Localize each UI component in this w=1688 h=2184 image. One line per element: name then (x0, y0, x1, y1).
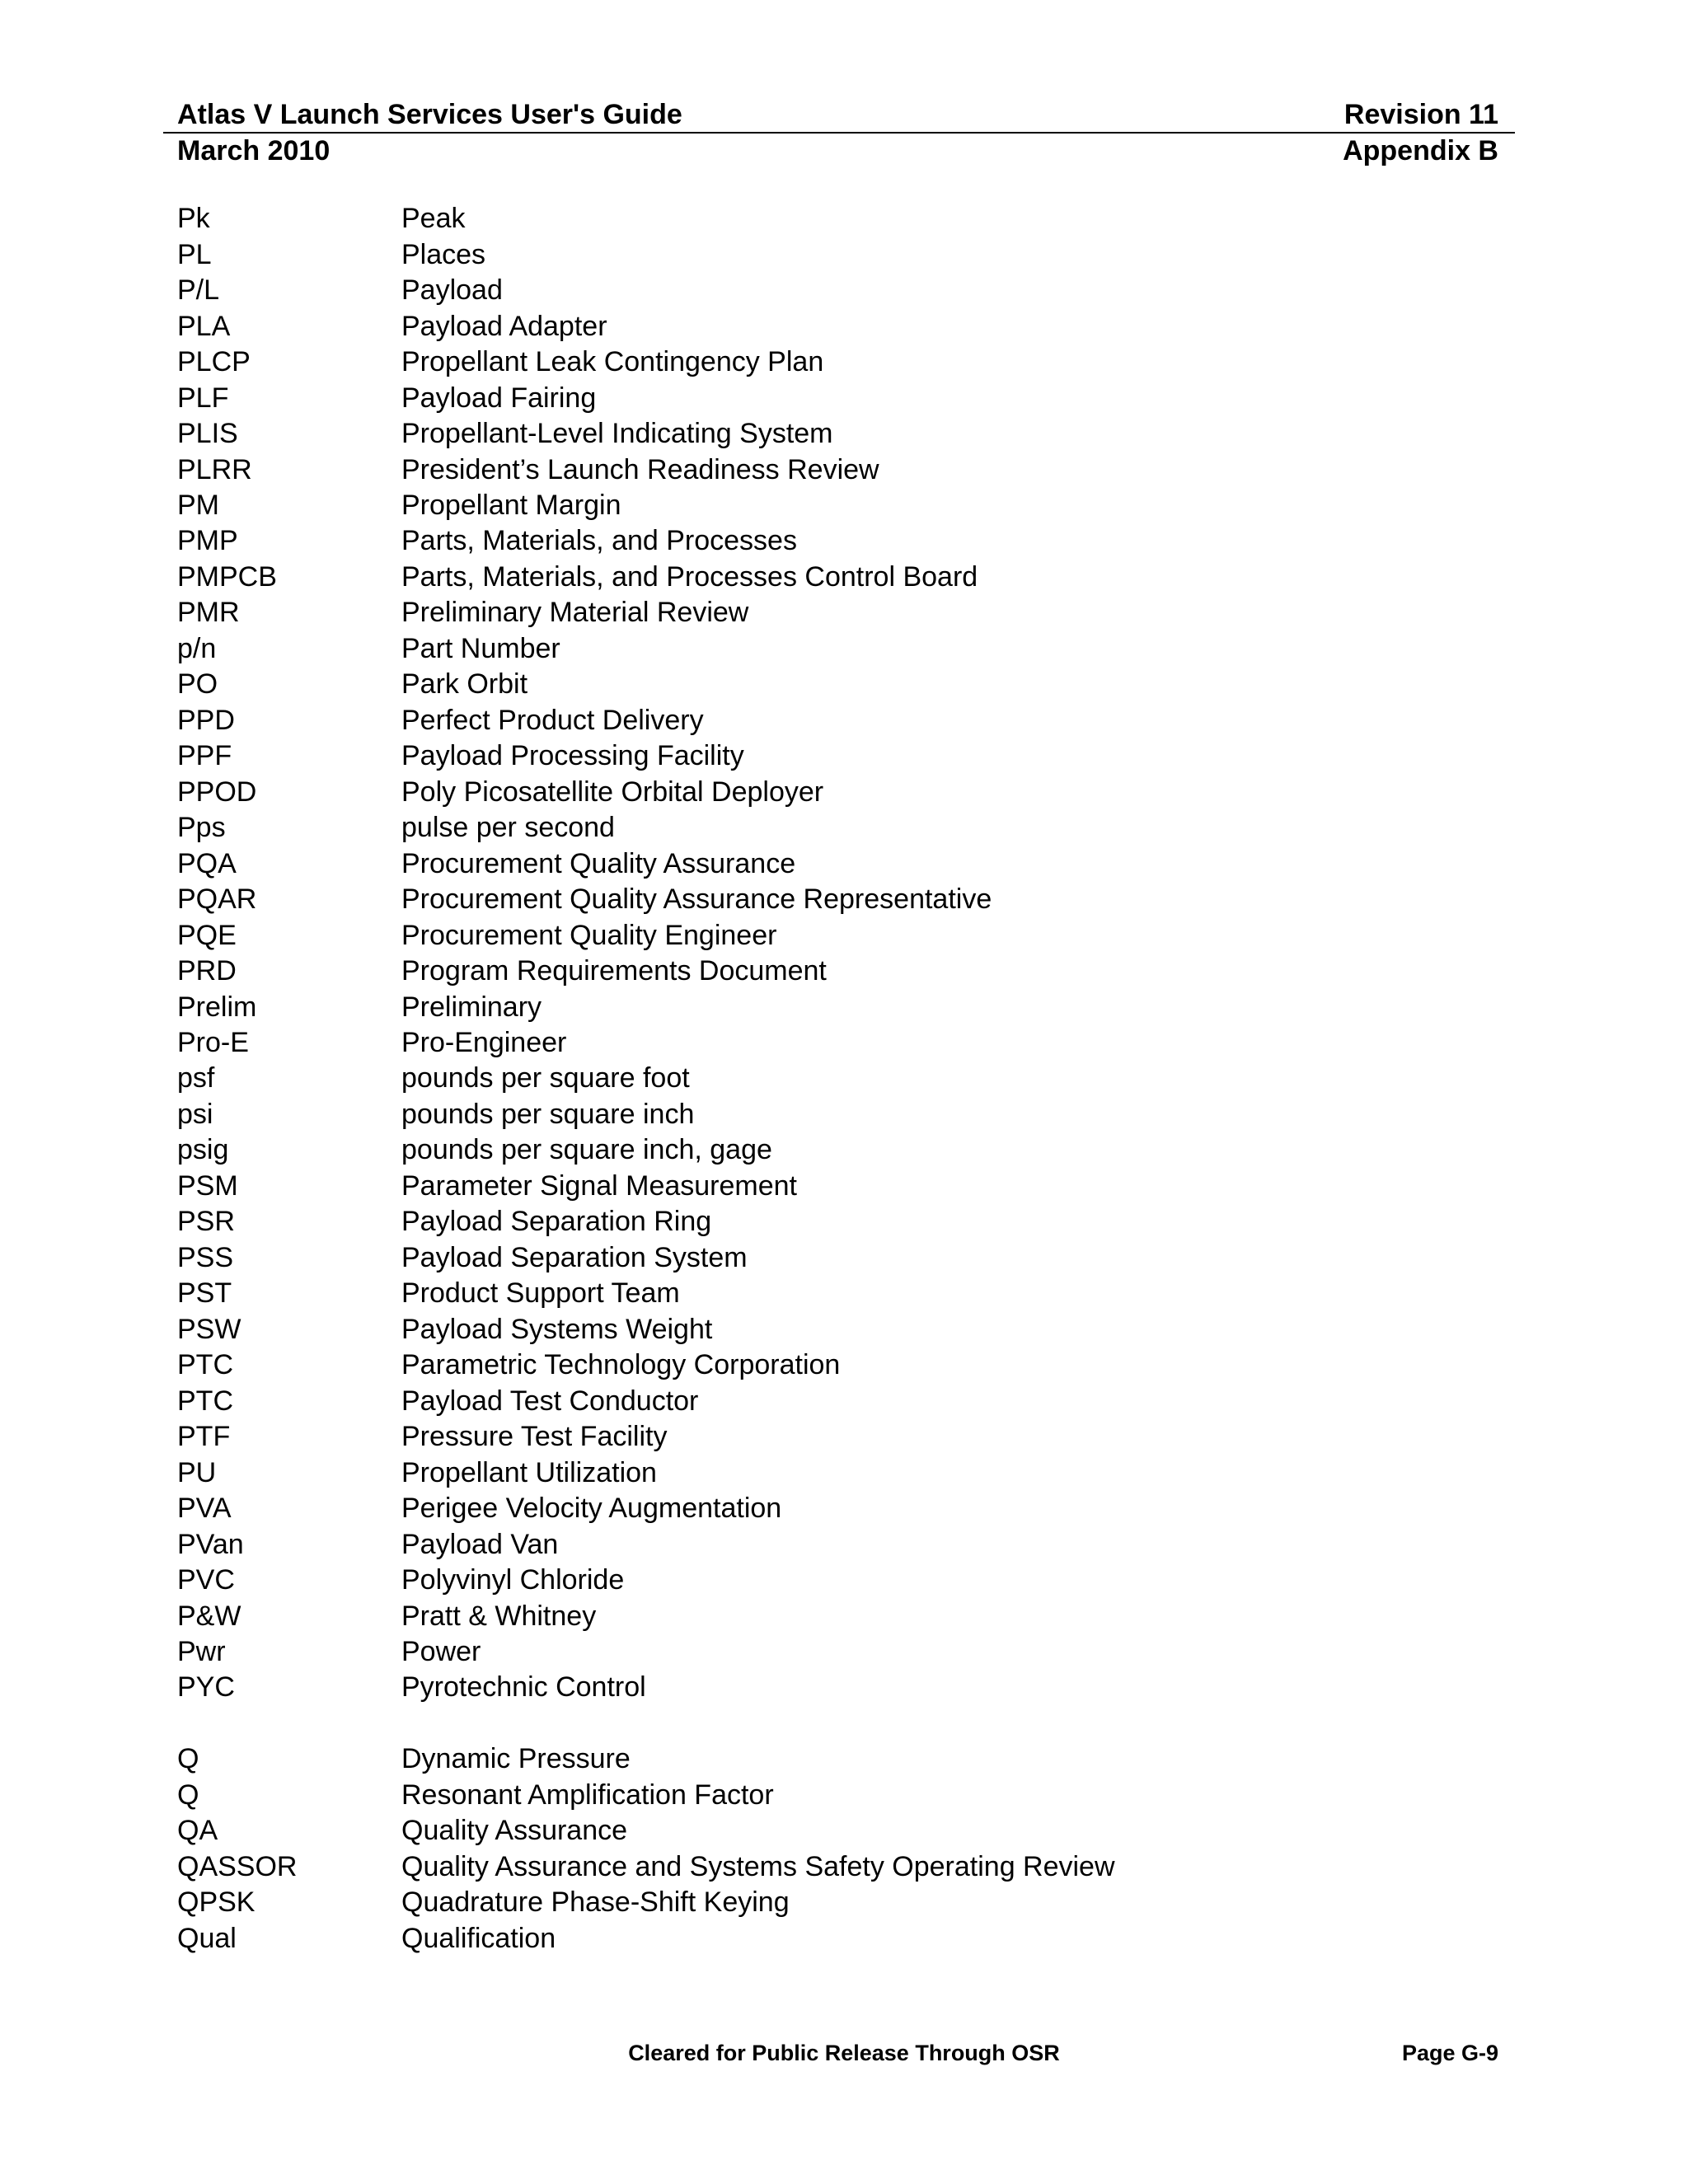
definition: pounds per square foot (401, 1062, 690, 1094)
definition: Poly Picosatellite Orbital Deployer (401, 776, 824, 808)
acronym: psf (177, 1062, 215, 1094)
acronym: PSW (177, 1313, 241, 1345)
acronym: PTF (177, 1421, 231, 1453)
definition: Payload Processing Facility (401, 740, 744, 772)
glossary-entry (177, 1778, 1496, 1813)
definition: Product Support Team (401, 1277, 680, 1310)
definition: Payload Adapter (401, 310, 607, 342)
glossary-entry (177, 1670, 1496, 1705)
glossary-entry (177, 1276, 1496, 1311)
glossary-entry (177, 1526, 1496, 1562)
glossary-entry (177, 631, 1496, 667)
definition: Propellant Utilization (401, 1456, 657, 1488)
acronym: PST (177, 1277, 232, 1310)
acronym: PLCP (177, 346, 251, 378)
definition: Procurement Quality Engineer (401, 919, 777, 951)
definition: Procurement Quality Assurance (401, 847, 796, 879)
acronym: PMP (177, 525, 238, 557)
definition: Places (401, 238, 486, 270)
acronym: PPOD (177, 776, 257, 808)
page-subheader (177, 134, 1498, 168)
definition: pounds per square inch, gage (401, 1134, 772, 1166)
definition: Park Orbit (401, 668, 528, 701)
definition: Payload Separation Ring (401, 1206, 712, 1238)
glossary-entry (177, 488, 1496, 523)
definition: Pratt & Whitney (401, 1600, 597, 1632)
glossary-entry (177, 1132, 1496, 1168)
glossary-entry (177, 1563, 1496, 1598)
definition: Perfect Product Delivery (401, 704, 704, 736)
definition: Preliminary Material Review (401, 597, 749, 629)
acronym: PMPCB (177, 560, 277, 593)
glossary-entry (177, 1204, 1496, 1240)
glossary-entry (177, 560, 1496, 595)
acronym: PLF (177, 382, 229, 414)
glossary-entry (177, 380, 1496, 415)
glossary-entry (177, 1849, 1496, 1885)
glossary-entry (177, 1455, 1496, 1490)
acronym: PPD (177, 704, 235, 736)
acronym: Qual (177, 1922, 237, 1954)
definition: Preliminary (401, 991, 542, 1023)
acronym: Q (177, 1743, 199, 1775)
definition: Propellant-Level Indicating System (401, 418, 833, 450)
acronym: Pro-E (177, 1027, 249, 1059)
glossary-entry (177, 452, 1496, 487)
glossary-entry (177, 201, 1496, 237)
definition: Payload Van (401, 1528, 559, 1560)
definition: Payload Test Conductor (401, 1385, 699, 1417)
definition: Quality Assurance (401, 1815, 628, 1847)
glossary-entry (177, 703, 1496, 738)
glossary-entry (177, 846, 1496, 881)
definition: Payload (401, 274, 503, 307)
acronym: Pps (177, 812, 226, 844)
glossary-entry (177, 1741, 1496, 1777)
glossary-entry (177, 667, 1496, 702)
definition: Propellant Leak Contingency Plan (401, 346, 824, 378)
definition: Resonant Amplification Factor (401, 1779, 774, 1811)
acronym: PRD (177, 955, 237, 987)
definition: Part Number (401, 632, 560, 664)
acronym: PU (177, 1456, 217, 1488)
definition: Propellant Margin (401, 489, 621, 521)
acronym: Prelim (177, 991, 257, 1023)
glossary-entry (177, 1312, 1496, 1347)
definition: Quality Assurance and Systems Safety Operating Review (401, 1850, 1115, 1882)
glossary-entry (177, 344, 1496, 380)
glossary-entry (177, 917, 1496, 953)
glossary-entry (177, 1885, 1496, 1920)
group-spacer (177, 1706, 1496, 1741)
definition: Pyrotechnic Control (401, 1671, 646, 1704)
glossary-entry (177, 882, 1496, 917)
acronym: PSS (177, 1241, 234, 1273)
acronym: PVA (177, 1493, 232, 1525)
acronym: PVC (177, 1564, 235, 1596)
definition: Parts, Materials, and Processes Control Board (401, 560, 978, 593)
acronym: Pk (177, 203, 210, 235)
glossary-entry (177, 1419, 1496, 1455)
glossary-entry (177, 1347, 1496, 1383)
acronym: PQE (177, 919, 237, 951)
acronym: PLA (177, 310, 231, 342)
acronym: PQA (177, 847, 237, 879)
acronym: p/n (177, 632, 217, 664)
glossary-entry (177, 237, 1496, 272)
acronym-glossary (177, 201, 1496, 1957)
glossary-entry (177, 1813, 1496, 1849)
definition: Program Requirements Document (401, 955, 827, 987)
glossary-entry (177, 1491, 1496, 1526)
release-statement: Cleared for Public Release Through OSR (628, 2041, 1060, 2065)
acronym: PO (177, 668, 218, 701)
glossary-entry (177, 1921, 1496, 1957)
glossary-entry (177, 595, 1496, 630)
acronym: PTC (177, 1349, 233, 1381)
glossary-entry (177, 775, 1496, 810)
glossary-entry (177, 1169, 1496, 1204)
glossary-entry (177, 523, 1496, 559)
glossary-entry (177, 273, 1496, 308)
acronym: PSR (177, 1206, 235, 1238)
appendix-label: Appendix B (1343, 135, 1498, 166)
acronym: PTC (177, 1385, 233, 1417)
glossary-entry (177, 1598, 1496, 1633)
definition: Quadrature Phase-Shift Keying (401, 1886, 790, 1919)
definition: Parameter Signal Measurement (401, 1169, 798, 1202)
glossary-entry (177, 1240, 1496, 1276)
acronym: QPSK (177, 1886, 256, 1919)
acronym: PPF (177, 740, 232, 772)
glossary-entry (177, 1061, 1496, 1096)
acronym: Q (177, 1779, 199, 1811)
glossary-entry (177, 738, 1496, 774)
definition: Procurement Quality Assurance Representative (401, 883, 992, 916)
page-header (163, 97, 1498, 132)
acronym: PVan (177, 1528, 244, 1560)
revision-label: Revision 11 (1343, 99, 1498, 130)
definition: Dynamic Pressure (401, 1743, 631, 1775)
page-number: Page G-9 (1401, 2041, 1498, 2065)
glossary-entry (177, 1383, 1496, 1418)
glossary-entry (177, 416, 1496, 452)
acronym: PM (177, 489, 219, 521)
definition: Peak (401, 203, 466, 235)
glossary-entry (177, 1634, 1496, 1670)
acronym: psig (177, 1134, 229, 1166)
definition: Polyvinyl Chloride (401, 1564, 625, 1596)
acronym: PSM (177, 1169, 238, 1202)
acronym: Pwr (177, 1635, 226, 1667)
glossary-entry (177, 1097, 1496, 1132)
definition: Qualification (401, 1922, 556, 1954)
glossary-entry (177, 1025, 1496, 1061)
acronym: QA (177, 1815, 218, 1847)
document-title: Atlas V Launch Services User's Guide (177, 99, 682, 130)
glossary-entry (177, 308, 1496, 344)
document-date: March 2010 (177, 135, 331, 166)
acronym: PMR (177, 597, 240, 629)
acronym: psi (177, 1098, 213, 1130)
definition: Payload Separation System (401, 1241, 748, 1273)
acronym: PLIS (177, 418, 238, 450)
acronym: PYC (177, 1671, 235, 1704)
acronym: PL (177, 238, 212, 270)
glossary-entry (177, 954, 1496, 989)
definition: pulse per second (401, 812, 615, 844)
definition: Power (401, 1635, 481, 1667)
acronym: QASSOR (177, 1850, 298, 1882)
definition: Pro-Engineer (401, 1027, 567, 1059)
definition: Perigee Velocity Augmentation (401, 1493, 782, 1525)
definition: Parts, Materials, and Processes (401, 525, 797, 557)
glossary-entry (177, 810, 1496, 846)
definition: Payload Fairing (401, 382, 597, 414)
definition: Payload Systems Weight (401, 1313, 713, 1345)
acronym: P/L (177, 274, 220, 307)
acronym: PQAR (177, 883, 257, 916)
definition: Parametric Technology Corporation (401, 1349, 841, 1381)
acronym: PLRR (177, 453, 252, 485)
acronym: P&W (177, 1600, 241, 1632)
glossary-entry (177, 989, 1496, 1024)
definition: Pressure Test Facility (401, 1421, 668, 1453)
definition: President’s Launch Readiness Review (401, 453, 879, 485)
definition: pounds per square inch (401, 1098, 695, 1130)
